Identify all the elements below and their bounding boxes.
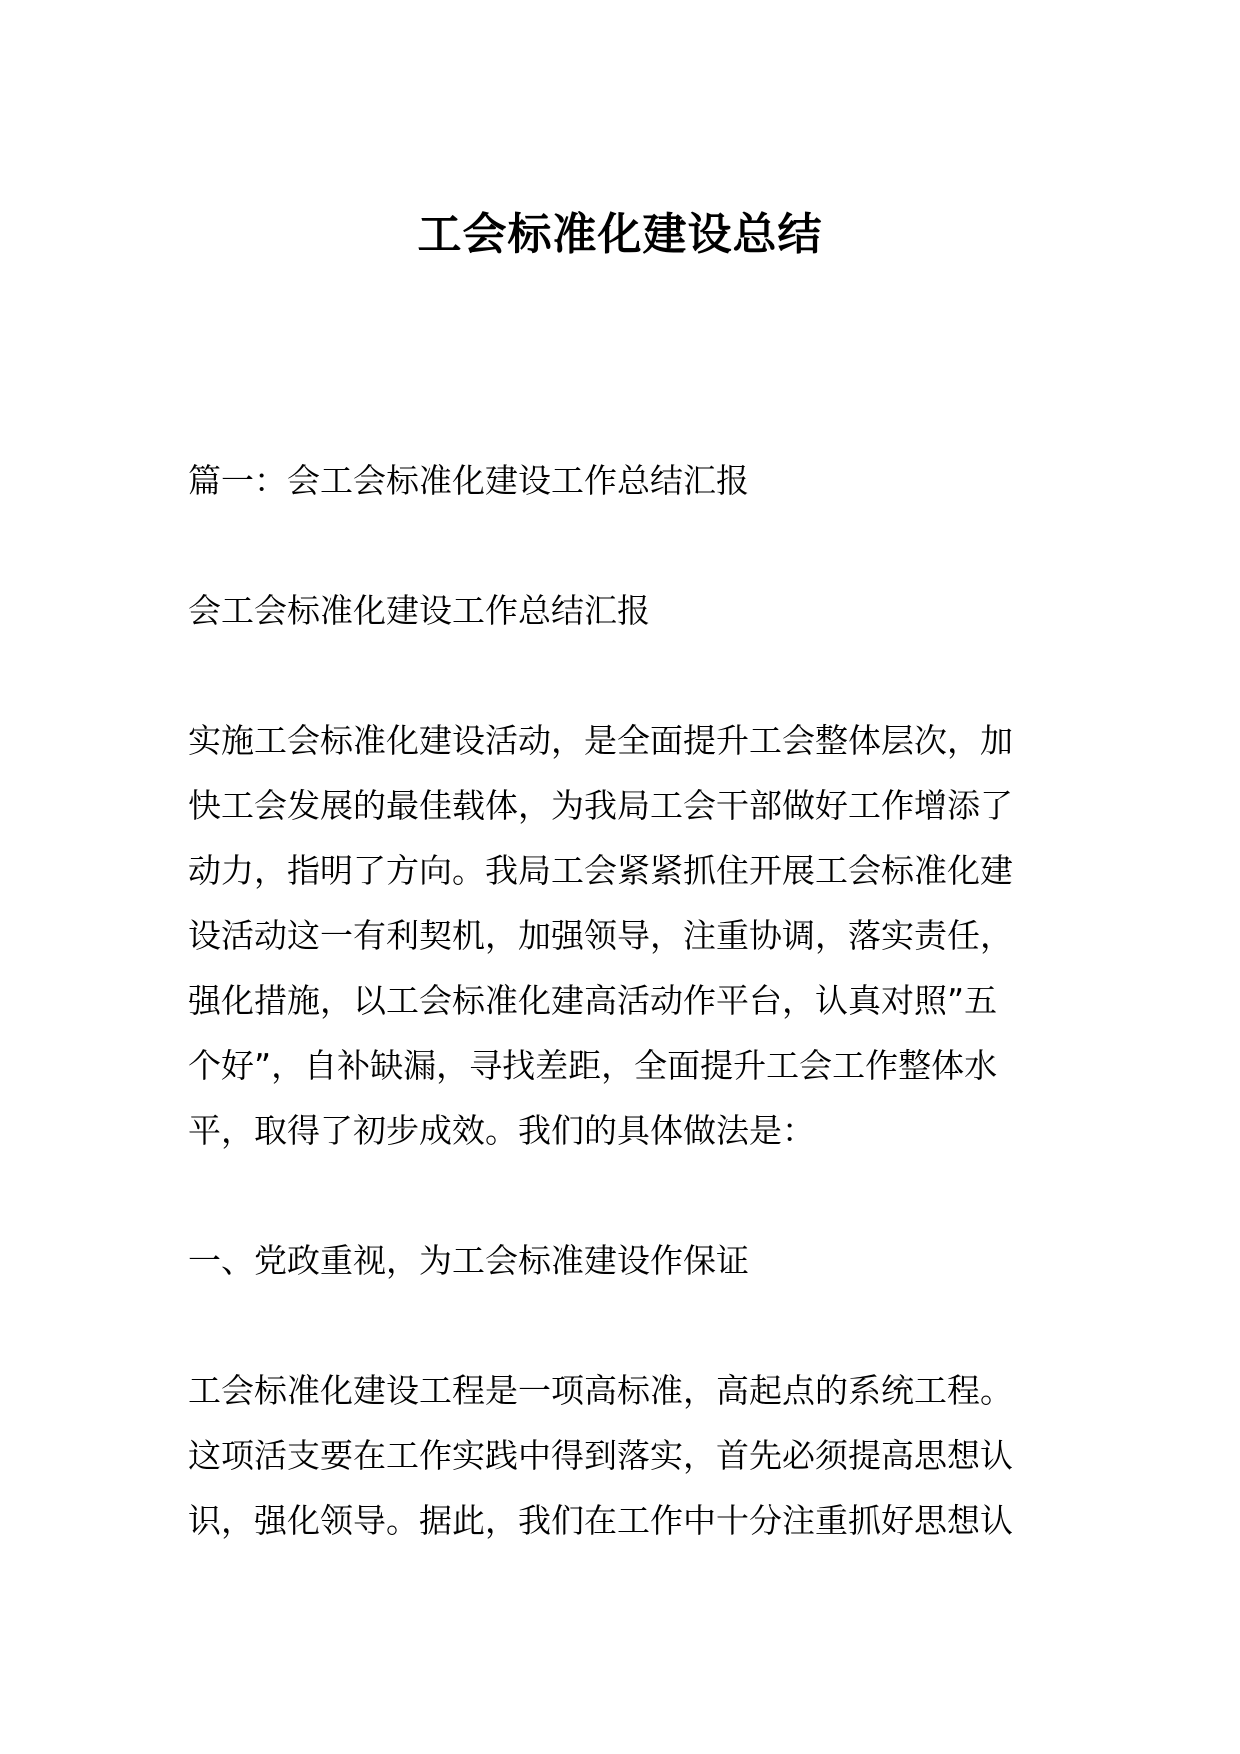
paragraph-line: 工会标准化建设工程是一项高标准，高起点的系统工程。 — [188, 1371, 1013, 1410]
paragraph-line: 设活动这一有利契机，加强领导，注重协调，落实责任， — [188, 916, 1013, 955]
paragraph-line: 动力，指明了方向。我局工会紧紧抓住开展工会标准化建 — [188, 851, 1013, 890]
paragraph-section-1 — [188, 1358, 1058, 1553]
paragraph-line: 强化措施，以工会标准化建高活动作平台，认真对照”五 — [188, 981, 998, 1020]
document-title: 工会标准化建设总结 — [417, 209, 823, 260]
paragraph-line: 这项活支要在工作实践中得到落实，首先必须提高思想认 — [188, 1436, 1013, 1475]
paragraph-line: 平，取得了初步成效。我们的具体做法是： — [188, 1111, 815, 1150]
paragraph-line: 快工会发展的最佳载体，为我局工会干部做好工作增添了 — [188, 786, 1013, 825]
section-heading-1: 一、党政重视，为工会标准建设作保证 — [188, 1241, 749, 1280]
paragraph-line: 实施工会标准化建设活动，是全面提升工会整体层次，加 — [188, 721, 1013, 760]
paragraph-intro — [188, 708, 1058, 1163]
paragraph-line: 个好”，自补缺漏，寻找差距，全面提升工会工作整体水 — [188, 1046, 998, 1085]
section-heading: 篇一：会工会标准化建设工作总结汇报 — [188, 461, 749, 500]
report-subtitle: 会工会标准化建设工作总结汇报 — [188, 591, 650, 630]
paragraph-line: 识，强化领导。据此，我们在工作中十分注重抓好思想认 — [188, 1501, 1013, 1540]
